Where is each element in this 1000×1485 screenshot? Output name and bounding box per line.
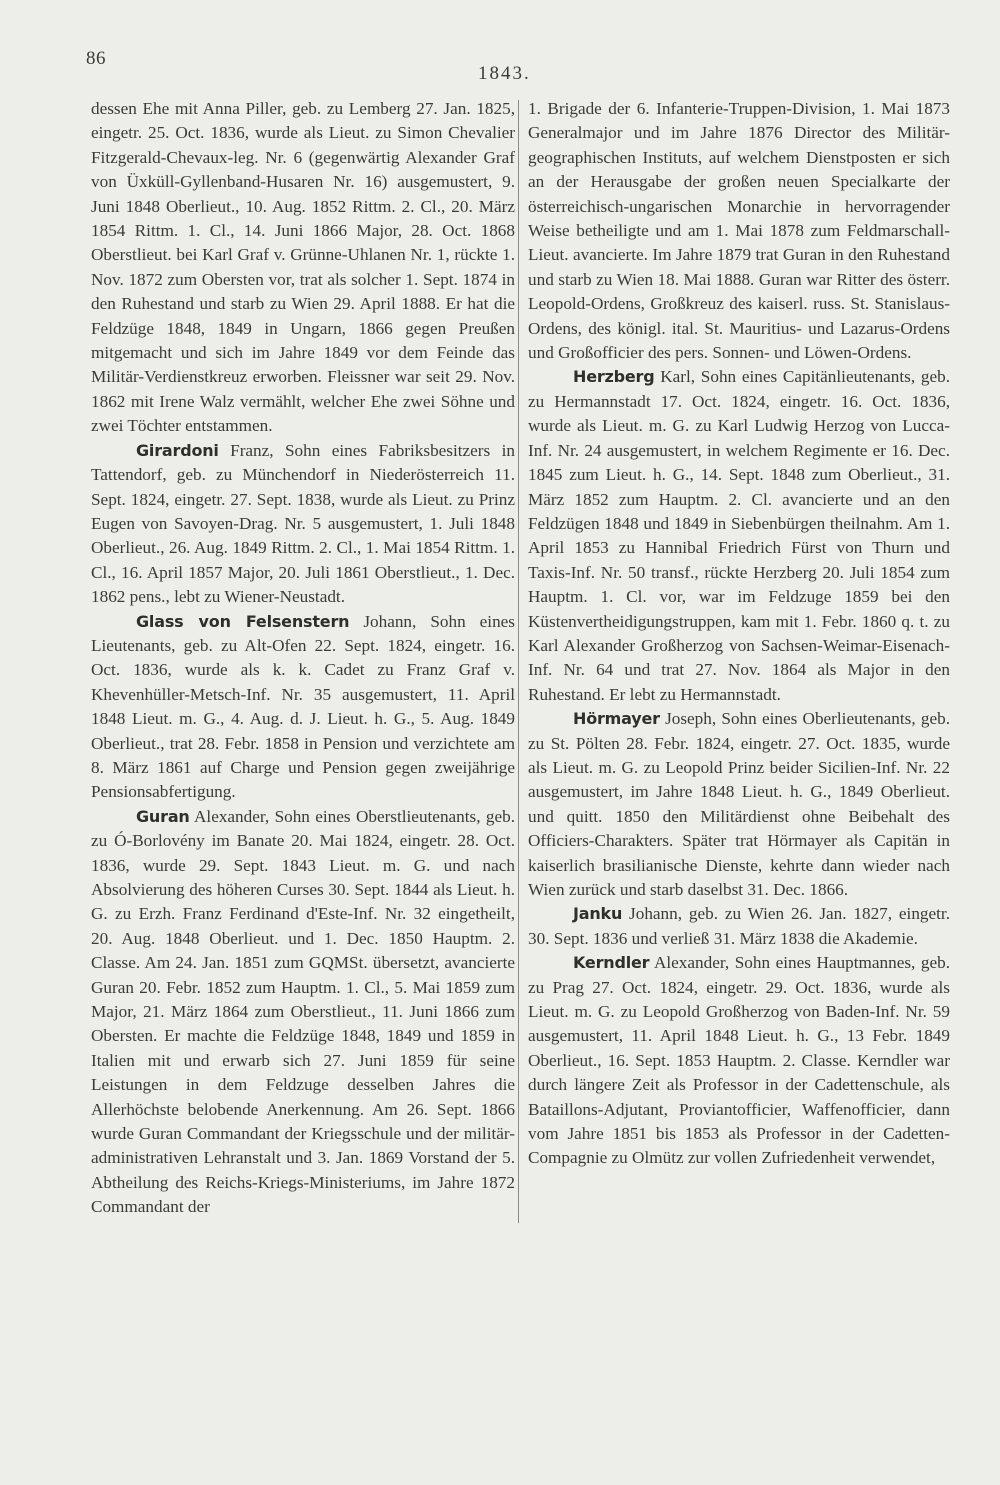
entry-text: Alexander, Sohn eines Hauptmannes, geb. zu Prag 27. Oct. 1824, eingetr. 29. Oct. 1836, wurde als Lieut. m. G. zu Leopold Großherzog von Baden-Inf. Nr. 59 ausgemustert, 11. April 1848 Lieut. h. G., 13 Febr. 1849 Oberlieut., 16. Sept. 1853 Hauptm. 2. Classe. Kerndler war durch längere Zeit als Professor in der Cadettenschule, als Bataillons-Adjutant, Proviantofficier, Waffenofficier, dann vom Jahre 1851 bis 1853 als Professor in der Cadetten-Compagnie zu Olmütz zur vollen Zufriedenheit verwendet, (528, 953, 950, 1168)
entry-fleissner-continued (91, 97, 515, 439)
entry-text: Joseph, Sohn eines Oberlieutenants, geb. zu St. Pölten 28. Febr. 1824, eingetr. 27. Oct. 1835, wurde als Lieut. m. G. zu Leopold Prinz beider Sicilien-Inf. Nr. 22 ausgemustert, im Jahre 1848 Lieut. h. G., 1849 Oberlieut. und quitt. 1850 den Militärdienst ohne Beibehalt des Officiers-Charakters. Später trat Hörmayer als Capitän in kaiserlich brasilianische Dienste, kehrte dann wieder nach Wien zurück und starb daselbst 31. Dec. 1866. (528, 709, 950, 899)
entry-name: Glass von Felsenstern (136, 611, 350, 631)
column-divider (518, 100, 519, 1223)
page-number: 86 (86, 48, 106, 69)
entry-name: Guran (136, 806, 190, 826)
entry-name: Girardoni (136, 440, 219, 460)
entry-name: Kerndler (573, 953, 650, 973)
entry-kerndler (528, 951, 950, 1171)
entry-text: Alexander, Sohn eines Oberstlieutenants, geb. zu Ó-Borlovény im Banate 20. Mai 1824, eingetr. 28. Oct. 1836, wurde 29. Sept. 1843 Lieut. m. G. und nach Absolvierung des höheren Curses 30. Sept. 1844 als Lieut. h. G. zu Erzh. Franz Ferdinand d'Este-Inf. Nr. 32 eingetheilt, 20. Aug. 1848 Oberlieut. und 1. Dec. 1850 Hauptm. 2. Classe. Am 24. Jan. 1851 zum GQMSt. übersetzt, avancierte Guran 20. Febr. 1852 zum Hauptm. 1. Cl., 5. Mai 1859 zum Major, 21. März 1864 zum Oberstlieut., 11. Juni 1866 zum Obersten. Er machte die Feldzüge 1848, 1849 und 1859 in Italien mit und erwarb sich 27. Juni 1859 für seine Leistungen in dem Feldzuge desselben Jahres die Allerhöchste belobende Anerkennung. Am 26. Sept. 1866 wurde Guran Commandant der Kriegsschule und der militär-administrativen Lehranstalt und 3. Jan. 1869 Vorstand der 5. Abtheilung des Reichs-Kriegs-Ministeriums, im Jahre 1872 Commandant der (91, 806, 515, 1217)
entry-glass-von-felsenstern (91, 610, 515, 805)
entry-janku (528, 902, 950, 951)
entry-guran (91, 805, 515, 1220)
entry-text: 1. Brigade der 6. Infanterie-Truppen-Division, 1. Mai 1873 Generalmajor und im Jahre 1876 Director des Militär-geographischen Instituts, auf welchem Dienstposten er sich an der Herausgabe der großen neuen Specialkarte der österreichisch-ungarischen Monarchie in hervorragender Weise betheiligte und am 1. Mai 1878 zum Feldmarschall-Lieut. avancierte. Im Jahre 1879 trat Guran in den Ruhestand und starb zu Wien 18. Mai 1888. Guran war Ritter des österr. Leopold-Ordens, Großkreuz des kaiserl. russ. St. Stanislaus-Ordens, des königl. ital. St. Mauritius- und Lazarus-Ordens und Großofficier des pers. Sonnen- und Löwen-Ordens. (528, 99, 950, 363)
entry-text: Franz, Sohn eines Fabriksbesitzers in Tattendorf, geb. zu Münchendorf in Niederösterreich 11. Sept. 1824, eingetr. 27. Sept. 1838, wurde als Lieut. zu Prinz Eugen von Savoyen-Drag. Nr. 5 ausgemustert, 1. Juli 1848 Oberlieut., 26. Aug. 1849 Rittm. 2. Cl., 1. Mai 1854 Rittm. 1. Cl., 16. April 1857 Major, 20. Juli 1861 Oberstlieut., 1. Dec. 1862 pens., lebt zu Wiener-Neustadt. (91, 440, 515, 607)
entry-name: Janku (573, 904, 623, 924)
left-column (91, 97, 515, 1220)
right-column (528, 97, 950, 1171)
entry-name: Hörmayer (573, 709, 660, 729)
entry-herzberg (528, 365, 950, 707)
entry-hoermayer (528, 707, 950, 902)
entry-name: Herzberg (573, 367, 655, 387)
entry-text: dessen Ehe mit Anna Piller, geb. zu Lemberg 27. Jan. 1825, eingetr. 25. Oct. 1836, wurde als Lieut. zu Simon Chevalier Fitzgerald-Chevaux-leg. Nr. 6 (gegenwärtig Alexander Graf von Üxküll-Gyllenband-Husaren Nr. 16) ausgemustert, 9. Juni 1848 Oberlieut., 10. Aug. 1852 Rittm. 2. Cl., 20. März 1854 Rittm. 1. Cl., 14. Juni 1866 Major, 28. Oct. 1868 Oberstlieut. bei Karl Graf v. Grünne-Uhlanen Nr. 1, rückte 1. Nov. 1872 zum Obersten vor, trat als solcher 1. Sept. 1874 in den Ruhestand und starb zu Wien 29. April 1888. Er hat die Feldzüge 1848, 1849 in Ungarn, 1866 gegen Preußen mitgemacht und sich im Jahre 1849 vor dem Feinde das Militär-Verdienstkreuz erworben. Fleissner war seit 29. Nov. 1862 mit Irene Walz vermählt, welcher Ehe zwei Söhne und zwei Töchter entstammen. (91, 99, 515, 436)
entry-text: Karl, Sohn eines Capitänlieutenants, geb. zu Hermannstadt 17. Oct. 1824, eingetr. 16. Oct. 1836, wurde als Lieut. m. G. zu Karl Ludwig Herzog von Lucca-Inf. Nr. 24 ausgemustert, in welchem Regimente er 16. Dec. 1845 zum Lieut. h. G., 14. Sept. 1848 zum Oberlieut., 31. März 1852 zum Hauptm. 2. Cl. avancierte und an den Feldzügen 1848 und 1849 in Siebenbürgen theilnahm. Am 1. April 1853 zu Hannibal Friedrich Fürst von Thurn und Taxis-Inf. Nr. 50 transf., rückte Herzberg 20. Juli 1854 zum Hauptm. 1. Cl. vor, war im Feldzuge 1859 bei den Küstenvertheidigungstruppen, kam mit 1. Febr. 1860 q. t. zu Karl Alexander Großherzog von Sachsen-Weimar-Eisenach-Inf. Nr. 64 und trat 27. Nov. 1864 als Major in den Ruhestand. Er lebt zu Hermannstadt. (528, 367, 950, 704)
entry-text: Johann, geb. zu Wien 26. Jan. 1827, eingetr. 30. Sept. 1836 und verließ 31. März 1838 die Akademie. (528, 904, 950, 948)
running-head-year: 1843. (478, 63, 531, 84)
entry-text: Johann, Sohn eines Lieutenants, geb. zu Alt-Ofen 22. Sept. 1824, eingetr. 16. Oct. 1836, wurde als k. k. Cadet zu Franz Graf v. Khevenhüller-Metsch-Inf. Nr. 35 ausgemustert, 11. April 1848 Lieut. m. G., 4. Aug. d. J. Lieut. h. G., 5. Aug. 1849 Oberlieut., trat 28. Febr. 1858 in Pension und verzichtete am 8. März 1861 auf Charge und Pension gegen zweijährige Pensionsabfertigung. (91, 611, 515, 802)
entry-guran-continued (528, 97, 950, 365)
entry-girardoni (91, 439, 515, 610)
